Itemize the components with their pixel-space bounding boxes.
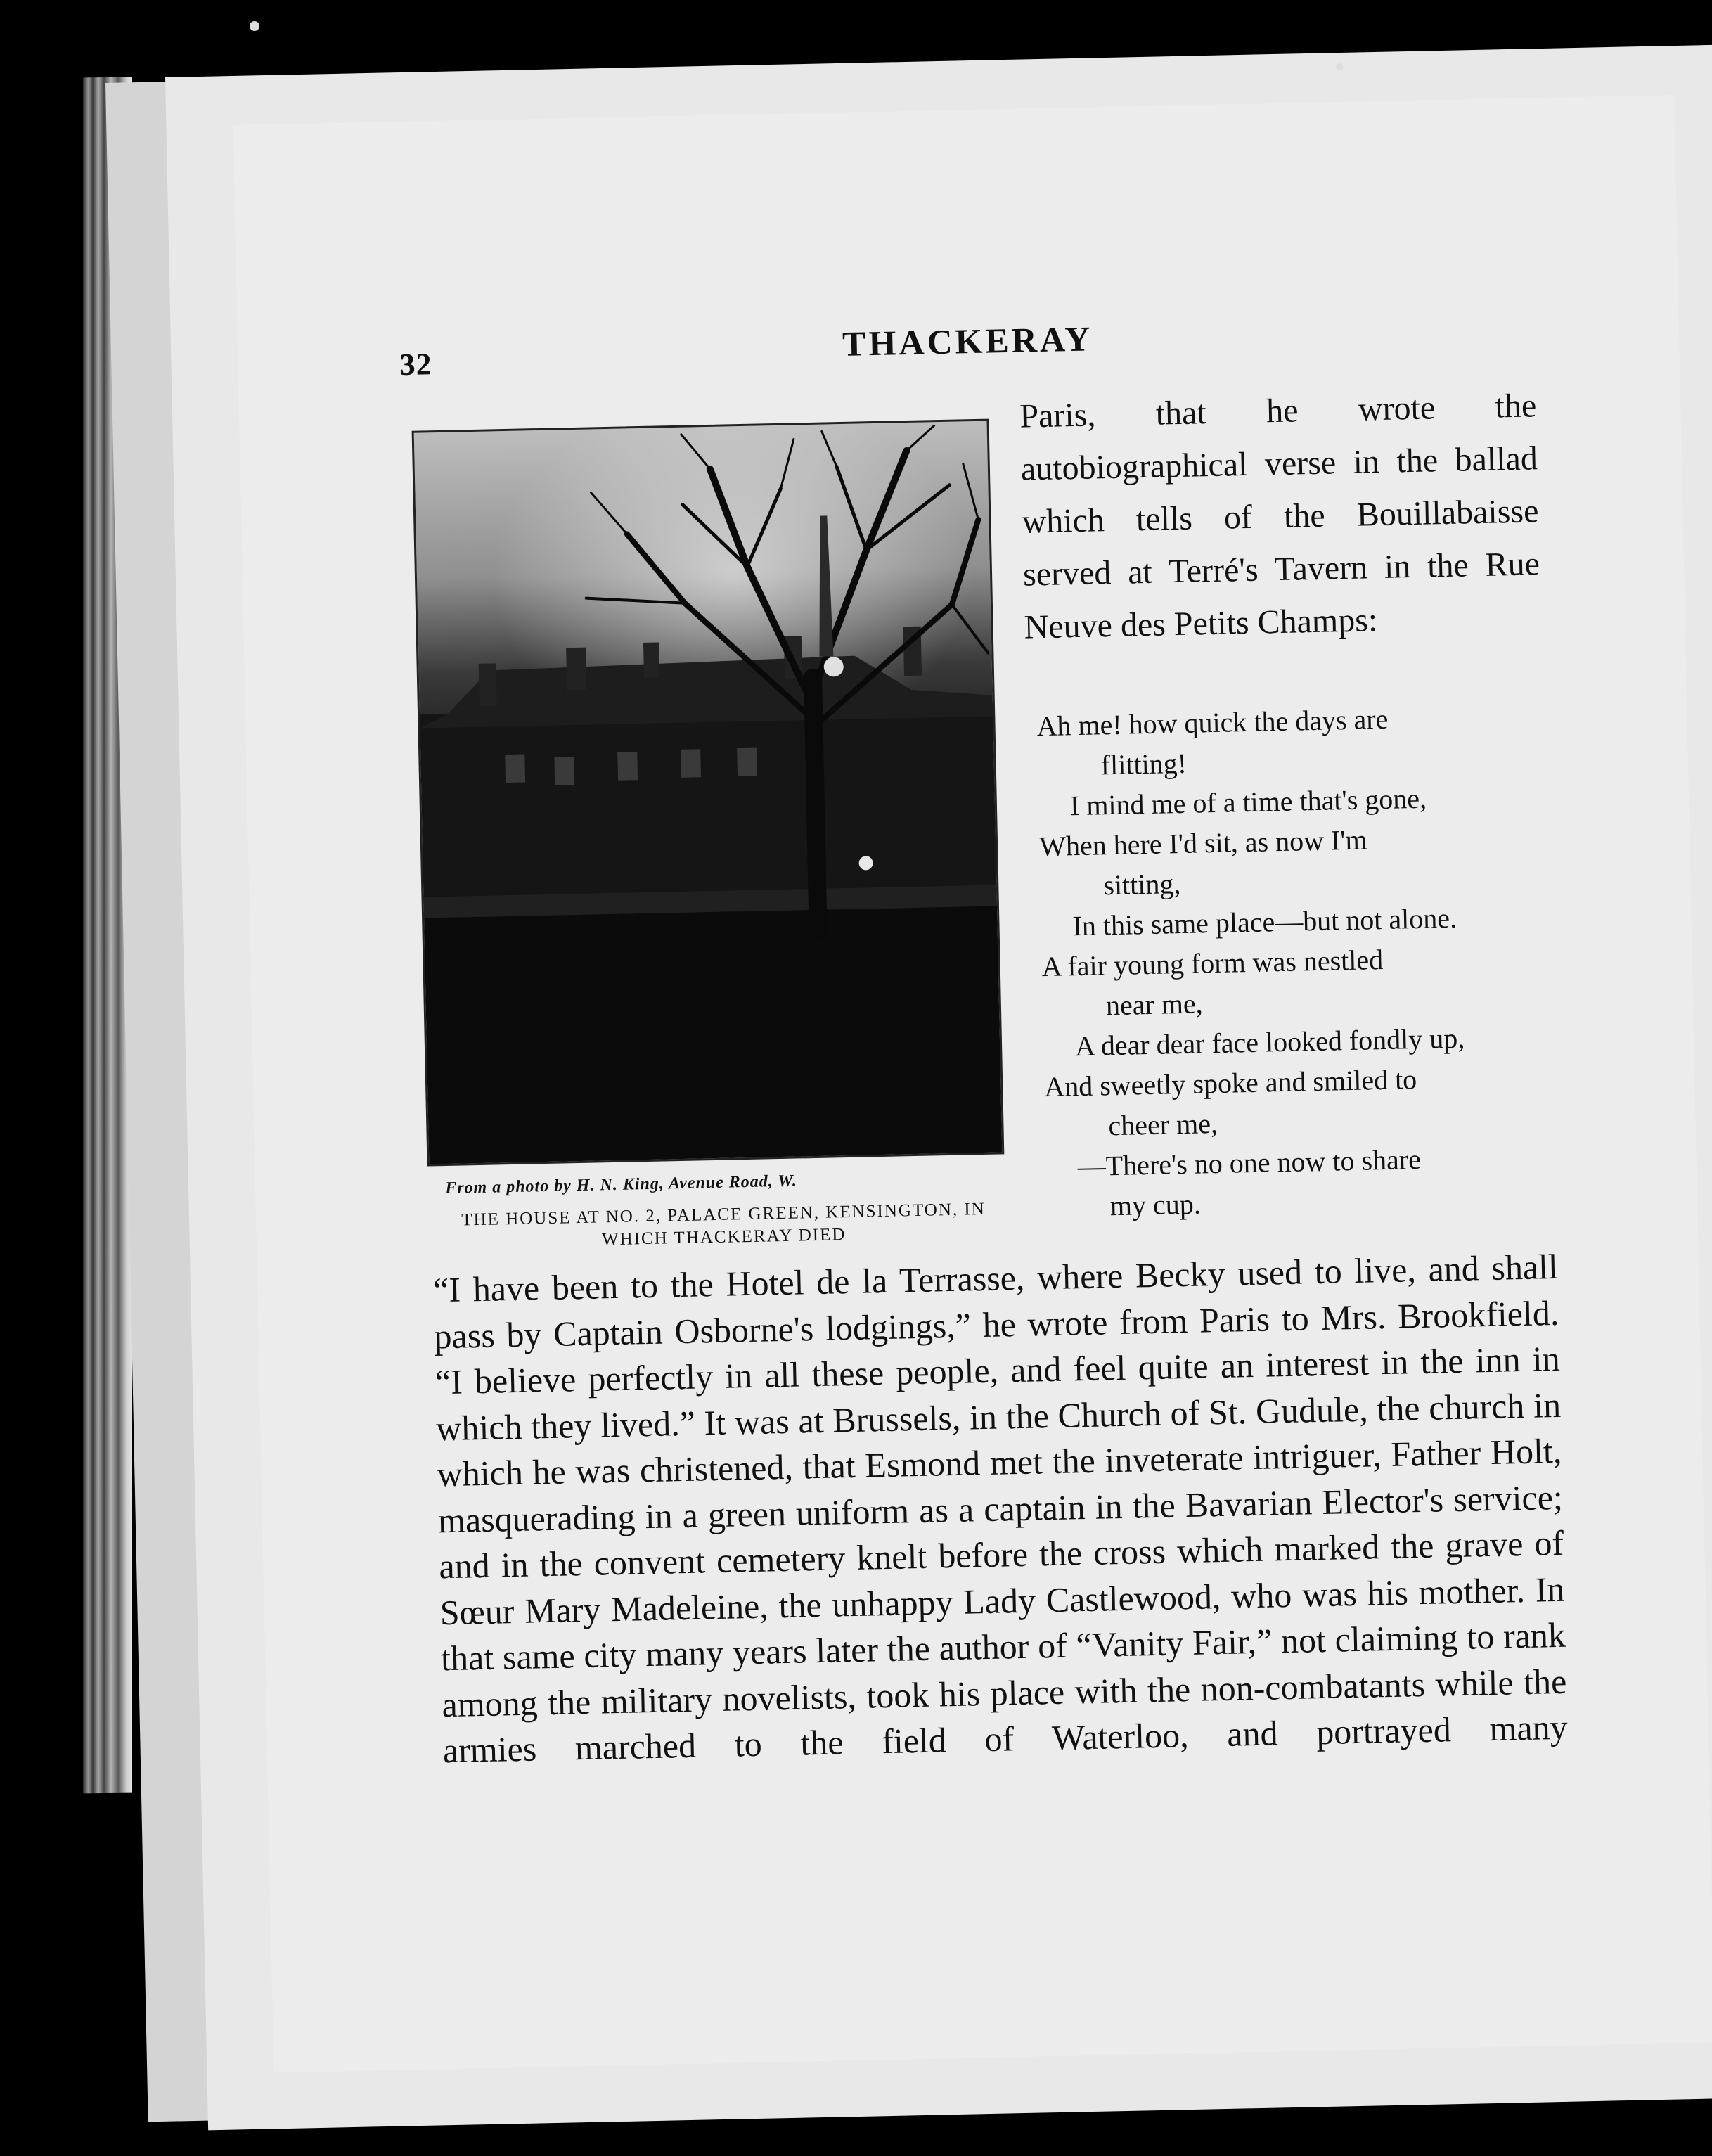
poem-line: I mind me of a time that's gone, [1069, 782, 1427, 822]
side-paragraph: Paris, that he wrote the autobiographical verse in the ballad which tells of the Bouillabaisse served at Terré's Tavern in the Rue Neuve des Petits Champs: [1019, 387, 1540, 646]
photo-credit: From a photo by H. N. King, Avenue Road, W. [444, 1172, 798, 1198]
poem-line: —There's no one now to share [1077, 1143, 1422, 1183]
poem-line: A dear dear face looked fondly up, [1074, 1022, 1465, 1063]
poem-line: In this same place—but not alone. [1072, 901, 1457, 942]
page-number: 32 [399, 347, 433, 383]
book-page [165, 45, 1712, 2131]
poem-line: Ah me! how quick the days are [1036, 702, 1389, 743]
dust-speck [250, 21, 259, 31]
running-head: THACKERAY [842, 319, 1094, 364]
house-photograph [412, 419, 1005, 1167]
house-photo-illustration [414, 421, 1003, 1164]
poem-line: A fair young form was nestled [1041, 944, 1384, 983]
poem-line: And sweetly spoke and smiled to [1043, 1063, 1417, 1103]
poem-line: cheer me, [1108, 1107, 1218, 1142]
poem-line: near me, [1105, 987, 1204, 1022]
poem-line: When here I'd sit, as now I'm [1038, 823, 1368, 863]
main-paragraph: “I have been to the Hotel de la Terrasse, where Becky used to live, and shall pass by Captain Osborne's lodgings,” he wrote from Paris to Mrs. Brookfield. “I believe perfectly in all these people, and feel quite an interest in the inn in which they lived.” It was at Brussels, in the Church of St. Gudule, the church in which he was christened, that Esmond met the inveterate intriguer, Father Holt, masquerading in a green uniform as a captain in the Bavarian Elector's service; and in the convent cemetery knelt before the cross which marked the grave of Sœur Mary Madeleine, the unhappy Lady Castlewood, who was his mother. In that same city many years later the author of “Vanity Fair,” not claiming to rank among the military novelists, took his place with the non-combatants while the armies marched to the field of Waterloo, and portrayed many [432, 1246, 1569, 1771]
page-body [233, 95, 1712, 2072]
photo-caption: THE HOUSE AT NO. 2, PALACE GREEN, KENSINGTON, IN WHICH THACKERAY DIED [461, 1199, 986, 1250]
poem-line: sitting, [1102, 868, 1181, 901]
dust-speck [1336, 63, 1343, 70]
page-content [233, 95, 1712, 2072]
poem-line: flitting! [1100, 747, 1188, 781]
poem-stanza [1036, 695, 1557, 1227]
poem-line: my cup. [1109, 1188, 1202, 1222]
